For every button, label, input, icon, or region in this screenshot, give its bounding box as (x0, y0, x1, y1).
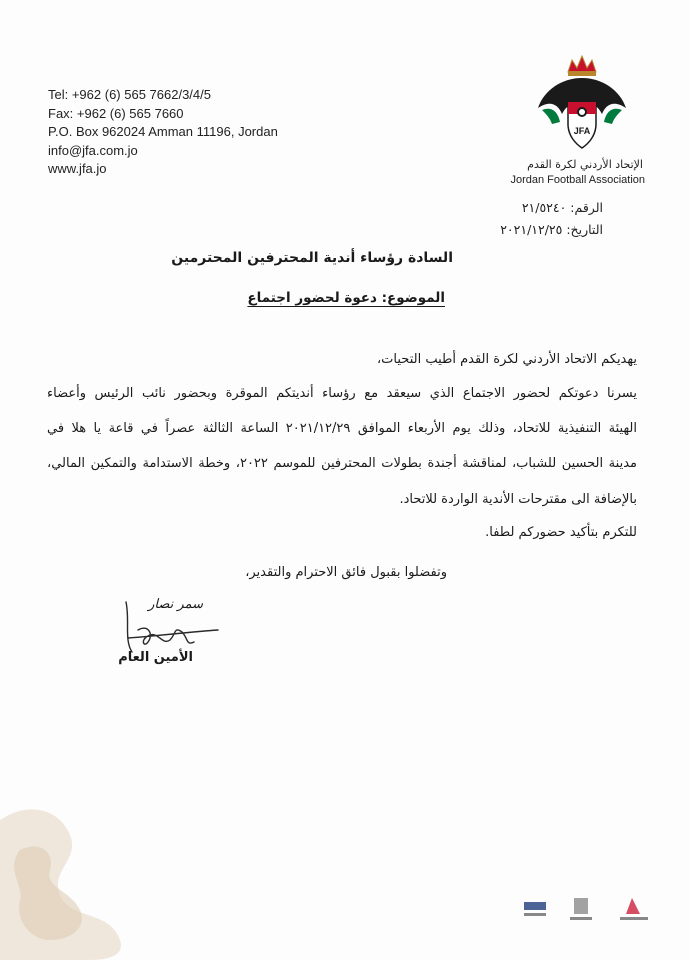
contact-web: www.jfa.jo (48, 161, 107, 176)
contact-pobox: P.O. Box 962024 Amman 11196, Jordan (48, 124, 278, 139)
association-name-ar: الإتحاد الأردني لكرة القدم (527, 158, 643, 171)
decorative-watercolor (0, 790, 200, 960)
logo-text: JFA (573, 126, 591, 136)
footer-partner-logos (520, 880, 670, 930)
partner-logo-icon (570, 898, 592, 920)
signatory-title: الأمين العام (118, 650, 193, 665)
contact-email: info@jfa.com.jo (48, 142, 138, 158)
reference-number: الرقم: ٢١/٥٢٤٠ (521, 200, 603, 215)
paragraph-line-3: مدينة الحسين للشباب، لمناقشة أجندة بطولات المحترفين للموسم ٢٠٢٢، وخطة الاستدامة والتمكين المالي، (47, 456, 637, 471)
crown-icon (568, 56, 596, 76)
paragraph-line-4: بالإضافة الى مقترحات الأندية الواردة للاتحاد. (399, 492, 637, 507)
partner-logo-icon (524, 902, 546, 916)
contact-tel: Tel: +962 (6) 565 7662/3/4/5 (48, 87, 211, 102)
addressee: السادة رؤساء أندية المحترفين المحترمين (171, 250, 453, 266)
reference-date: التاريخ: ٢٠٢١/١٢/٢٥ (500, 222, 603, 237)
contact-block (48, 86, 278, 179)
shield-icon (568, 102, 596, 148)
closing: وتفضلوا بقبول فائق الاحترام والتقدير، (245, 565, 447, 580)
contact-fax: Fax: +962 (6) 565 7660 (48, 105, 184, 121)
paragraph-line-1: يسرنا دعوتكم لحضور الاجتماع الذي سيعقد مع رؤساء أنديتكم الموقرة وبحضور نائب الرئيس وأعضاء (47, 386, 637, 401)
confirmation-request: للتكرم بتأكيد حضوركم لطفا. (485, 525, 637, 540)
subject-line: الموضوع: دعوة لحضور اجتماع (247, 290, 445, 306)
signatory-name: سمر نصار (148, 597, 203, 612)
association-name-en: Jordan Football Association (510, 174, 645, 186)
paragraph-line-2: الهيئة التنفيذية للاتحاد، وذلك يوم الأربعاء الموافق ٢٠٢١/١٢/٢٩ الساعة الثالثة عصراً في قاعة يا هلا في (47, 421, 638, 436)
jfa-logo (532, 52, 632, 152)
partner-logo-icon (620, 898, 648, 920)
greeting: يهديكم الاتحاد الأردني لكرة القدم أطيب التحيات، (376, 352, 637, 367)
